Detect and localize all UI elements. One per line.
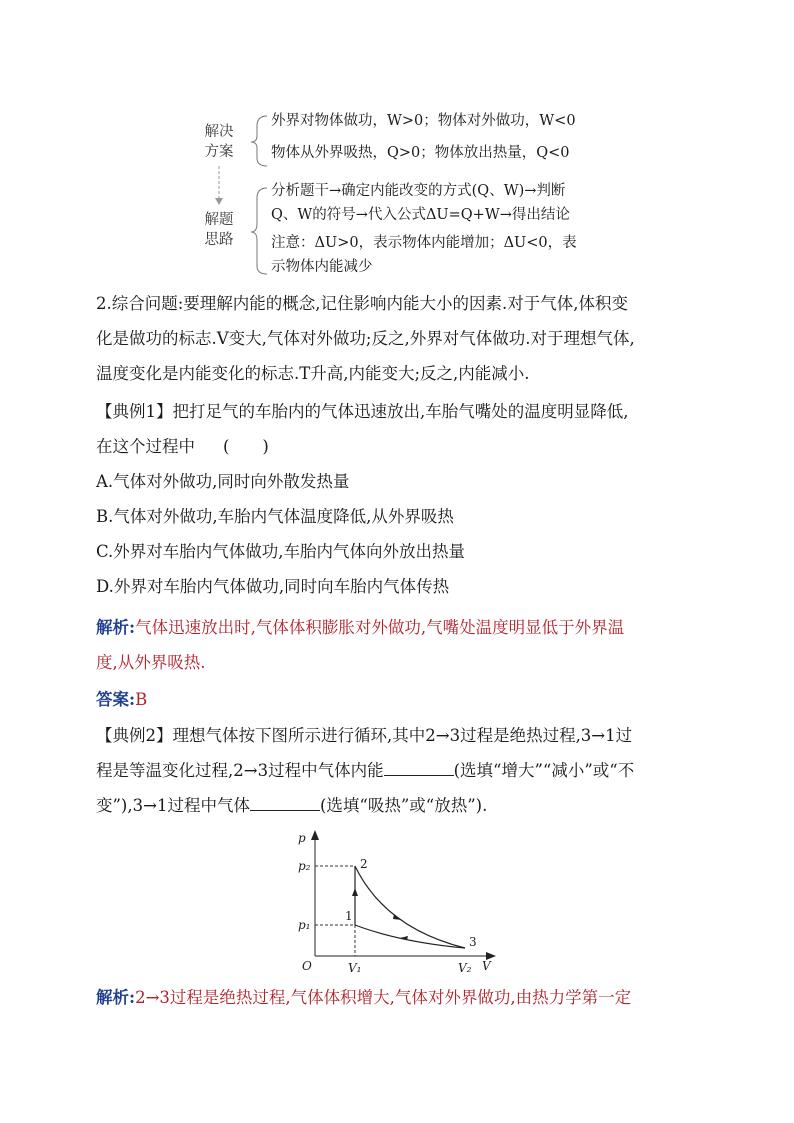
y-axis-arrow	[311, 830, 319, 840]
analysis-label: 解析:	[96, 618, 136, 637]
example1-options	[96, 464, 706, 604]
idea-line: Q、W的符号→代入公式ΔU=Q+W→得出结论	[271, 207, 570, 223]
option-b: B.气体对外做功,车胎内气体温度降低,从外界吸热	[96, 507, 454, 526]
arrow-2-3	[393, 914, 402, 920]
process-2-3	[355, 866, 465, 948]
answer-label: 答案:	[96, 690, 136, 709]
label-p1: p₁	[298, 918, 311, 932]
label-p: p	[298, 831, 306, 845]
fill-blank-2[interactable]	[250, 796, 320, 811]
section2-paragraph: 2.综合问题:要理解内能的概念,记住影响内能大小的因素.对于气体,体积变 化是做功的标志.V变大,气体对外做功;反之,外界对气体做功.对于理想气体, 温度变化是内能变化的标志.T升高,内能变大;反之,内能减小.	[96, 294, 635, 383]
example1-answer	[96, 682, 706, 717]
label-v1: V₁	[348, 961, 362, 975]
solution-line: 物体从外界吸热，Q>0；物体放出热量，Q<0	[271, 145, 570, 161]
solution-flowchart	[195, 108, 615, 278]
state-1: 1	[345, 909, 353, 923]
example1-stem: 【典例1】把打足气的车胎内的气体迅速放出,车胎气嘴处的温度明显降低, 在这个过程中 ( )	[96, 394, 706, 464]
state-3: 3	[469, 935, 477, 949]
process-3-1	[355, 925, 465, 948]
idea-line: 分析题干→确定内能改变的方式(Q、W)→判断	[271, 183, 566, 199]
tag-solution: 解决 方案	[204, 124, 234, 160]
solution-line: 外界对物体做功，W>0；物体对外做功，W<0	[271, 113, 576, 129]
label-v2: V₂	[458, 961, 472, 975]
example2-analysis: 解析:2→3过程是绝热过程,气体体积增大,气体对外界做功,由热力学第一定	[96, 988, 632, 1007]
answer-paren: ( )	[223, 437, 269, 456]
label-origin: O	[302, 959, 312, 973]
option-d: D.外界对车胎内气体做功,同时向车胎内气体传热	[96, 577, 450, 596]
state-2: 2	[360, 857, 368, 871]
option-a: A.气体对外做功,同时向外散发热量	[96, 472, 350, 491]
example2-stem: 【典例2】理想气体按下图所示进行循环,其中2→3过程是绝热过程,3→1过 程是等温变化过程,2→3过程中气体内能 (选填“增大”“减小”或“不 变”),3→1过程中气体 (选填“吸热”或“放热”).	[96, 726, 635, 815]
idea-line: 示物体内能减少	[271, 259, 373, 275]
tag-idea: 解题 思路	[204, 212, 234, 248]
answer-value: B	[135, 690, 148, 709]
idea-line: 注意：ΔU>0，表示物体内能增加；ΔU<0，表	[271, 235, 577, 251]
example1-analysis: 解析:气体迅速放出时,气体体积膨胀对外做功,气嘴处温度明显低于外界温 度,从外界吸热.	[96, 618, 625, 672]
label-v: V	[482, 959, 491, 973]
label-p2: p₂	[298, 859, 311, 873]
arrow-1-2	[352, 888, 358, 896]
fill-blank-1[interactable]	[384, 761, 454, 776]
analysis-label: 解析:	[96, 988, 136, 1007]
option-c: C.外界对车胎内气体做功,车胎内气体向外放出热量	[96, 542, 466, 561]
pv-diagram	[290, 828, 510, 978]
